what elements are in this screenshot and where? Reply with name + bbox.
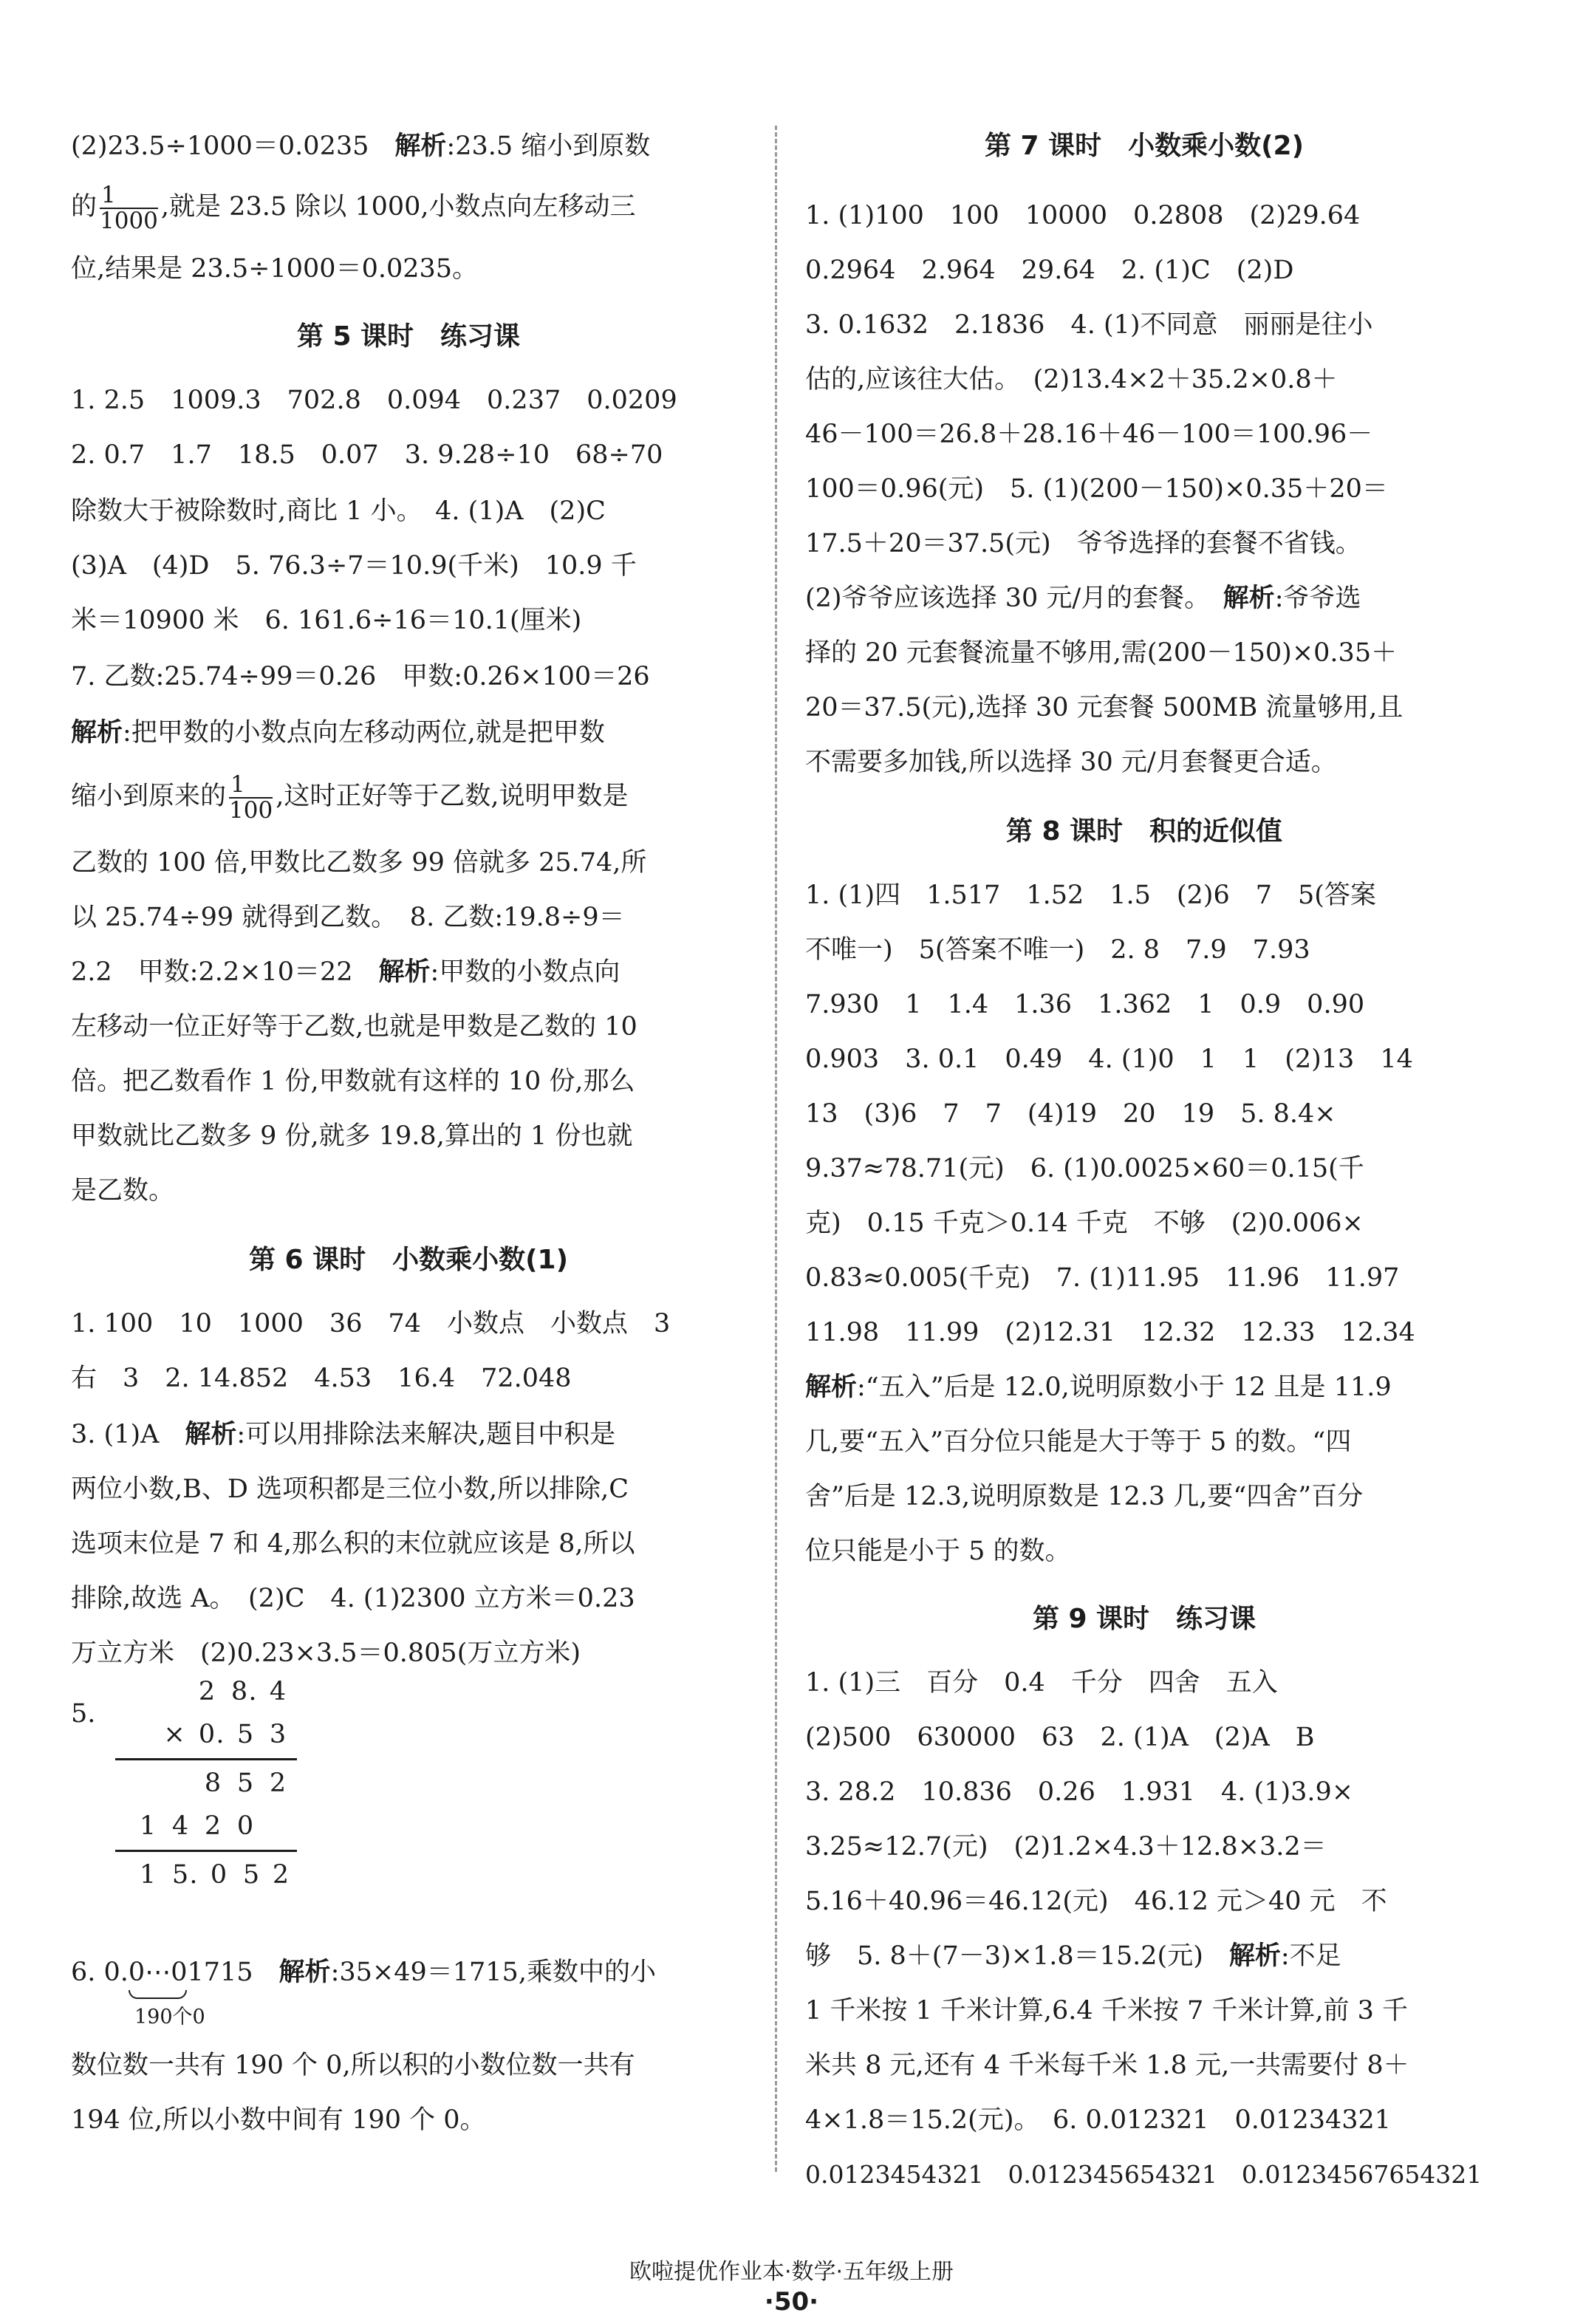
fraction: $\frac{1}{1000}$: [100, 181, 158, 234]
text-line: 11.98 11.99 (2)12.31 12.32 12.33 12.34: [805, 1318, 1415, 1347]
section-heading: 第 7 课时 小数乘小数(2): [984, 131, 1305, 161]
text-line: 不唯一) 5(答案不唯一) 2. 8 7.9 7.93: [805, 935, 1310, 965]
section-heading: 第 9 课时 练习课: [1032, 1604, 1257, 1634]
section-heading: 第 8 课时 积的近似值: [1005, 816, 1283, 847]
text-line: (2)23.5÷1000＝0.0235 解析:23.5 缩小到原数: [71, 131, 651, 161]
text-line: 9.37≈78.71(元) 6. (1)0.0025×60＝0.15(千: [805, 1154, 1364, 1183]
text-line: 1. (1)四 1.517 1.52 1.5 (2)6 7 5(答案: [805, 881, 1376, 910]
text-line: 数位数一共有 190 个 0,所以积的小数位数一共有: [71, 2051, 635, 2080]
text-line: 右 3 2. 14.852 4.53 16.4 72.048: [71, 1364, 572, 1393]
text-line: 克) 0.15 千克＞0.14 千克 不够 (2)0.006×: [805, 1209, 1364, 1238]
fraction: $\frac{1}{100}$: [229, 770, 273, 824]
vertical-multiplication: [71, 1671, 322, 1922]
text-line: 解析:把甲数的小数点向左移动两位,就是把甲数: [71, 718, 605, 748]
text-line: 100＝0.96(元) 5. (1)(200－150)×0.35＋20＝: [805, 474, 1388, 504]
page-number: ·50·: [764, 2287, 819, 2317]
text-line: 几,要“五入”百分位只能是大于等于 5 的数。“四: [805, 1427, 1352, 1457]
text-line: 乙数的 100 倍,甲数比乙数多 99 倍就多 25.74,所: [71, 848, 647, 878]
mult-row-1: 2 8 . 4: [198, 1677, 287, 1706]
mult-rule: [115, 1758, 297, 1760]
text-line: 0.0123454321 0.012345654321 0.01234567654321: [805, 2160, 1483, 2189]
text-line: 1. (1)100 100 10000 0.2808 (2)29.64: [805, 201, 1361, 230]
text-line: 194 位,所以小数中间有 190 个 0。: [71, 2105, 486, 2135]
text-line: 46－100＝26.8＋28.16＋46－100＝100.96－: [805, 420, 1373, 449]
text-line: 0.83≈0.005(千克) 7. (1)11.95 11.96 11.97: [805, 1263, 1400, 1293]
text-line: 缩小到原来的 $\frac{1}{100}$ ,这时正好等于乙数,说明甲数是: [71, 770, 629, 824]
text-line: 2.2 甲数:2.2×10＝22 解析:甲数的小数点向: [71, 957, 620, 987]
text-line: 择的 20 元套餐流量不够用,需(200－150)×0.35＋: [805, 638, 1398, 668]
text-line: 6. 0.0⋯01715 解析:35×49＝1715,乘数中的小: [71, 1950, 746, 1995]
book-title-footer: 欧啦提优作业本·数学·五年级上册: [629, 2259, 954, 2285]
text-line: (3)A (4)D 5. 76.3÷7＝10.9(千米) 10.9 千: [71, 551, 637, 581]
text-line: 够 5. 8＋(7－3)×1.8＝15.2(元) 解析:不足: [805, 1941, 1341, 1971]
mult-row-2: × 0 . 5 3: [163, 1720, 287, 1749]
text-line: 万立方米 (2)0.23×3.5＝0.805(万立方米): [71, 1638, 581, 1668]
text-line: 选项末位是 7 和 4,那么积的末位就应该是 8,所以: [71, 1529, 635, 1559]
mult-row-5: 1 5 . 0 5 2: [139, 1860, 290, 1890]
text-line: 3. (1)A 解析:可以用排除法来解决,题目中积是: [71, 1420, 616, 1449]
question-number: 5.: [71, 1699, 96, 1729]
text-line: 0.2964 2.964 29.64 2. (1)C (2)D: [805, 256, 1294, 285]
text-line: 位只能是小于 5 的数。: [805, 1537, 1071, 1566]
text-line: 米共 8 元,还有 4 千米每千米 1.8 元,一共需要付 8＋: [805, 2051, 1409, 2080]
text-line: 5.16＋40.96＝46.12(元) 46.12 元＞40 元 不: [805, 1887, 1387, 1916]
text-line: 位,结果是 23.5÷1000＝0.0235。: [71, 254, 479, 284]
text-line: 排除,故选 A。 (2)C 4. (1)2300 立方米＝0.23: [71, 1584, 635, 1613]
text-line: 是乙数。: [71, 1176, 175, 1206]
text-line: 米＝10900 米 6. 161.6÷16＝10.1(厘米): [71, 606, 582, 635]
text-line: 估的,应该往大估。 (2)13.4×2＋35.2×0.8＋: [805, 365, 1338, 394]
text-line: 3. 0.1632 2.1836 4. (1)不同意 丽丽是往小: [805, 310, 1373, 340]
text-line: 舍”后是 12.3,说明原数是 12.3 几,要“四舍”百分: [805, 1482, 1364, 1511]
text-line: 3.25≈12.7(元) (2)1.2×4.3＋12.8×3.2＝: [805, 1832, 1327, 1862]
section-heading: 第 6 课时 小数乘小数(1): [248, 1245, 569, 1275]
text-line: 的 $\frac{1}{1000}$ ,就是 23.5 除以 1000,小数点向左移动三: [71, 181, 636, 234]
text-line: 甲数就比乙数多 9 份,就多 19.8,算出的 1 份也就: [71, 1121, 633, 1151]
text-line: 2. 0.7 1.7 18.5 0.07 3. 9.28÷10 68÷70: [71, 440, 663, 470]
text-line: 0.903 3. 0.1 0.49 4. (1)0 1 1 (2)13 14: [805, 1045, 1413, 1074]
text-line: 20＝37.5(元),选择 30 元套餐 500MB 流量够用,且: [805, 693, 1403, 722]
underbrace: 0⋯0: [129, 1950, 188, 1995]
text-line: 两位小数,B、D 选项积都是三位小数,所以排除,C: [71, 1474, 629, 1504]
text-line: 不需要多加钱,所以选择 30 元/月套餐更合适。: [805, 748, 1337, 777]
mult-rule: [115, 1850, 297, 1852]
mult-row-4: 1 4 2 0: [139, 1811, 254, 1841]
text-line: 13 (3)6 7 7 (4)19 20 19 5. 8.4×: [805, 1099, 1336, 1129]
text-line: 1. 100 10 1000 36 74 小数点 小数点 3: [71, 1309, 671, 1339]
text-line: 4×1.8＝15.2(元)。 6. 0.012321 0.01234321: [805, 2105, 1392, 2135]
text-line: 1. (1)三 百分 0.4 千分 四舍 五入: [805, 1668, 1278, 1698]
text-line: 解析:“五入”后是 12.0,说明原数小于 12 且是 11.9: [805, 1373, 1392, 1402]
text-line: 3. 28.2 10.836 0.26 1.931 4. (1)3.9×: [805, 1777, 1354, 1807]
text-line: 17.5＋20＝37.5(元) 爷爷选择的套餐不省钱。: [805, 529, 1361, 558]
text-line: 1. 2.5 1009.3 702.8 0.094 0.237 0.0209: [71, 386, 677, 415]
text-line: 左移动一位正好等于乙数,也就是甲数是乙数的 10: [71, 1012, 637, 1042]
text-line: 倍。把乙数看作 1 份,甲数就有这样的 10 份,那么: [71, 1067, 635, 1096]
mult-row-3: 8 5 2: [204, 1768, 287, 1798]
column-divider: [775, 126, 777, 2172]
brace-label: 190个0: [134, 2006, 205, 2029]
text-line: (2)500 630000 63 2. (1)A (2)A B: [805, 1723, 1315, 1752]
text-line: 7.930 1 1.4 1.36 1.362 1 0.9 0.90: [805, 990, 1365, 1019]
text-line: 1 千米按 1 千米计算,6.4 千米按 7 千米计算,前 3 千: [805, 1996, 1408, 2026]
text-line: 7. 乙数:25.74÷99＝0.26 甲数:0.26×100＝26: [71, 662, 650, 691]
text-line: (2)爷爷应该选择 30 元/月的套餐。 解析:爷爷选: [805, 584, 1361, 613]
text-line: 除数大于被除数时,商比 1 小。 4. (1)A (2)C: [71, 496, 606, 526]
text-line: 以 25.74÷99 就得到乙数。 8. 乙数:19.8÷9＝: [71, 903, 625, 932]
section-heading: 第 5 课时 练习课: [296, 321, 521, 352]
